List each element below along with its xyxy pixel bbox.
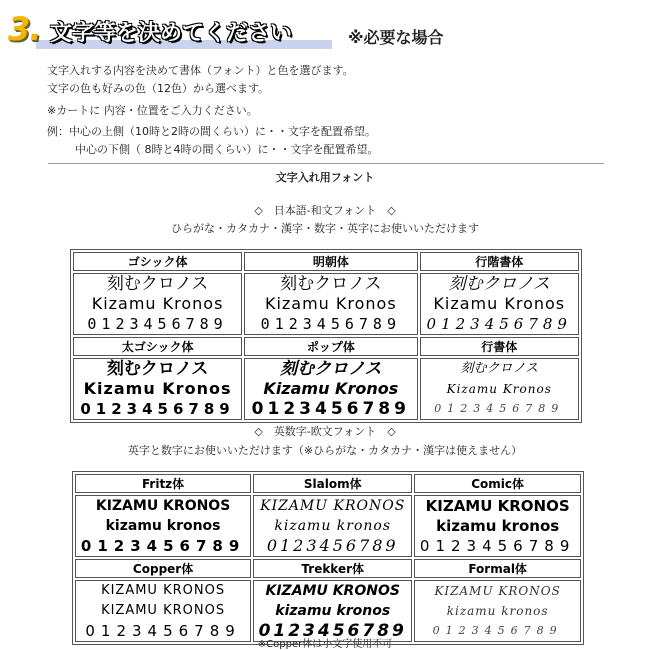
sample-digits: 0123456789 [419, 537, 576, 555]
sample-digits: 0123456789 [87, 315, 228, 333]
sample-lower: KIZAMU KRONOS [101, 603, 226, 618]
sample-kana: 刻むクロノス [106, 274, 209, 294]
japanese-section-title: ◇ 日本語-和文フォント ◇ [254, 204, 396, 217]
sample-upper: KIZAMU KRONOS [260, 498, 406, 514]
sample-lower: kizamu kronos [275, 603, 391, 619]
sample-lower: kizamu kronos [436, 517, 560, 535]
sample-digits: 0123456789 [266, 536, 399, 555]
instruction-line-2: 文字の色も好みの色（12色）から選べます。 [47, 82, 270, 95]
sample-digits: 0123456789 [258, 621, 407, 641]
sample-lower: kizamu kronos [105, 518, 221, 534]
sample-upper: KIZAMU KRONOS [101, 583, 226, 598]
font-sample-formal [414, 580, 581, 642]
fonts-heading: 文字入れ用フォント [275, 171, 375, 184]
example-line-2: 中心の下側（ 8時と4時の間くらい）に・・文字を配置希望。 [75, 143, 379, 156]
font-sample-futo-gothic [73, 358, 242, 420]
copper-footnote: ※Copper体は小文字使用不可 [257, 639, 393, 650]
sample-digits: 0123456789 [85, 622, 241, 640]
font-name-formal: Formal体 [414, 559, 581, 578]
sample-digits: 0123456789 [432, 624, 563, 637]
step-note: ※必要な場合 [348, 28, 444, 47]
sample-kana: 刻むクロノス [448, 274, 550, 294]
font-name-fritz: Fritz体 [75, 474, 251, 493]
sample-latin: Kizamu Kronos [264, 294, 397, 313]
sample-lower: kizamu kronos [274, 518, 392, 534]
example-line-1: 例：中心の上側（10時と2時の間くらい）に・・文字を配置希望。 [47, 125, 376, 138]
font-sample-trekker [253, 580, 412, 642]
sample-lower: kizamu kronos [446, 604, 549, 618]
sample-kana: 刻むクロノス [460, 361, 538, 376]
font-sample-comic [414, 495, 581, 557]
sample-latin: Kizamu Kronos [446, 382, 552, 396]
font-name-slalom: Slalom体 [253, 474, 412, 493]
font-name-mincho: 明朝体 [244, 252, 417, 271]
font-sample-gyokai [420, 273, 579, 335]
japanese-section-subtitle: ひらがな・カタカナ・漢字・数字・英字にお使いいただけます [171, 222, 479, 235]
font-sample-pop [244, 358, 417, 420]
instruction-line-3: ※カートに 内容・位置をご入力ください。 [47, 104, 258, 117]
sample-upper: KIZAMU KRONOS [425, 497, 570, 515]
font-sample-gyosho [420, 358, 579, 420]
font-sample-fritz [75, 495, 251, 557]
font-name-gothic: ゴシック体 [73, 252, 242, 271]
font-name-copper: Copper体 [75, 559, 251, 578]
sample-digits: 0123456789 [426, 315, 572, 333]
font-name-gyosho: 行書体 [420, 337, 579, 356]
sample-digits: 0123456789 [260, 315, 401, 333]
latin-font-table [72, 471, 584, 645]
font-sample-copper [75, 580, 251, 642]
japanese-font-table [70, 249, 582, 423]
font-name-gyokai: 行階書体 [420, 252, 579, 271]
sample-digits: 0123456789 [434, 402, 565, 415]
sample-upper: KIZAMU KRONOS [265, 583, 400, 599]
step-title: 文字等を決めてください [50, 21, 293, 46]
step-number: 3. [8, 10, 41, 48]
section-header [6, 10, 331, 52]
sample-kana: 刻むクロノス [106, 359, 209, 379]
sample-digits: 0123456789 [80, 537, 246, 555]
instruction-line-1: 文字入れする内容を決めて書体（フォント）と色を選びます。 [47, 64, 354, 77]
sample-latin: Kizamu Kronos [91, 294, 224, 313]
font-name-trekker: Trekker体 [253, 559, 412, 578]
sample-latin: Kizamu Kronos [433, 294, 566, 313]
font-sample-gothic [73, 273, 242, 335]
font-name-futo-gothic: 太ゴシック体 [73, 337, 242, 356]
font-name-pop: ポップ体 [244, 337, 417, 356]
font-sample-mincho [244, 273, 417, 335]
font-name-comic: Comic体 [414, 474, 581, 493]
sample-latin: Kizamu Kronos [83, 379, 232, 398]
sample-upper: KIZAMU KRONOS [95, 498, 231, 514]
latin-section-title: ◇ 英数字-欧文フォント ◇ [254, 425, 396, 438]
sample-latin: Kizamu Kronos [263, 379, 399, 398]
latin-section-subtitle: 英字と数字にお使いいただけます（※ひらがな・カタカナ・漢字は使えません） [127, 444, 523, 457]
font-sample-slalom [253, 495, 412, 557]
sample-digits: 0123456789 [80, 400, 235, 418]
sample-upper: KIZAMU KRONOS [434, 584, 561, 598]
sample-kana: 刻むクロノス [280, 359, 382, 379]
divider [48, 163, 604, 164]
sample-kana: 刻むクロノス [280, 274, 382, 294]
sample-digits: 0123456789 [251, 399, 410, 419]
